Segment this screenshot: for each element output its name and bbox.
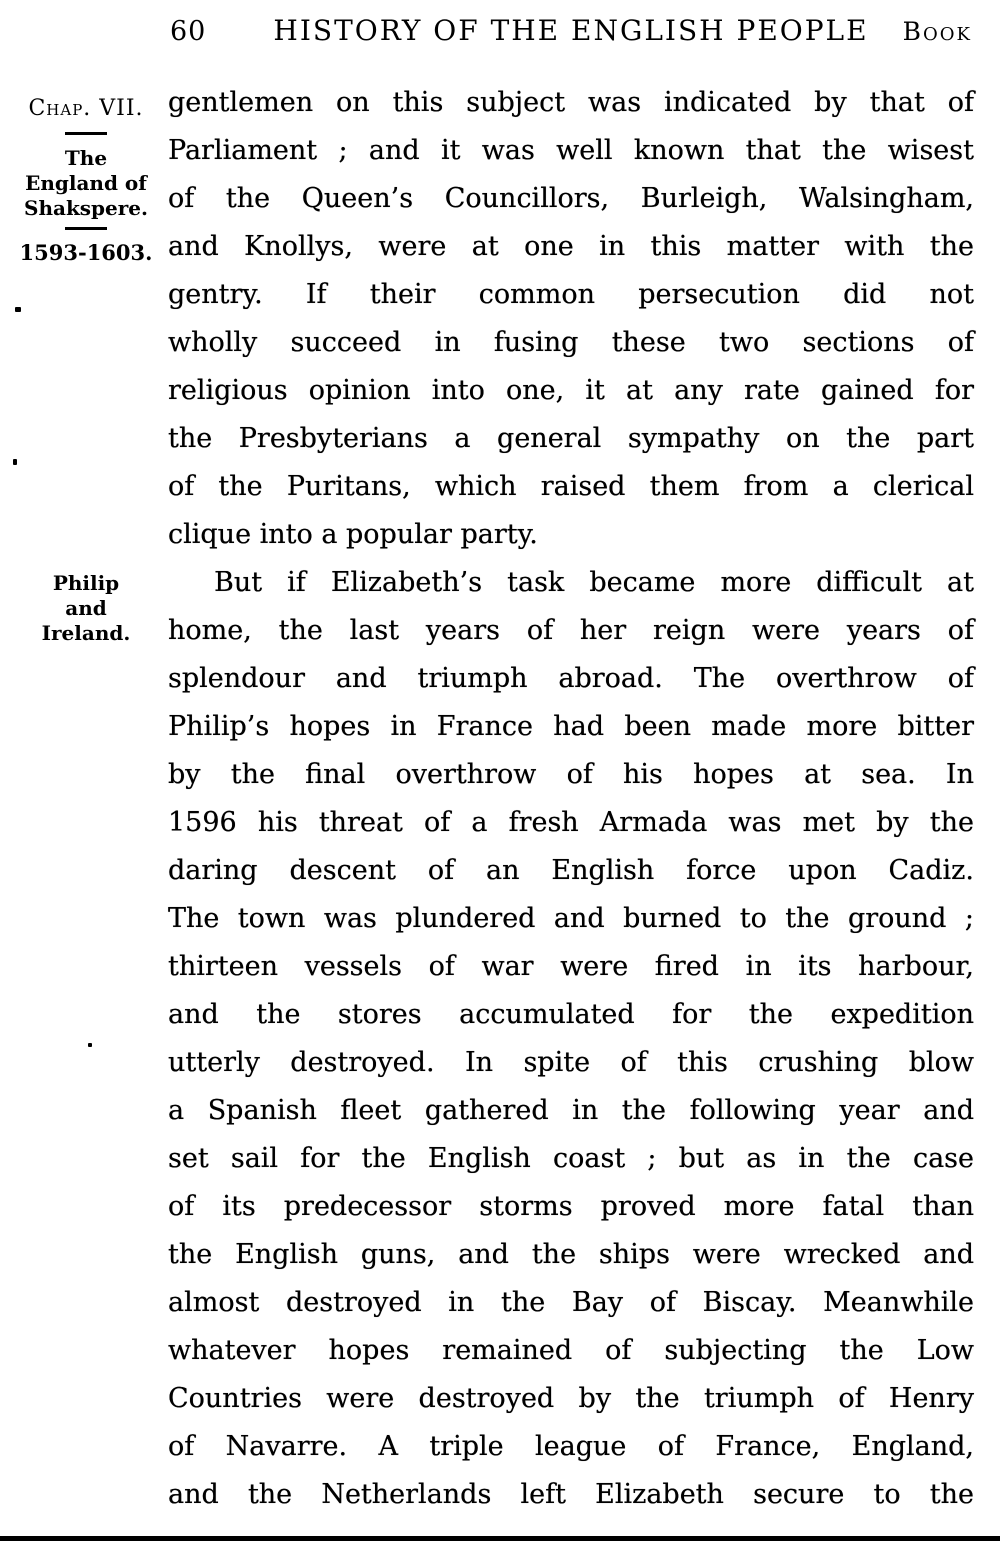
paragraph (168, 559, 974, 1519)
text-line: and the stores accumulated for the expedition (168, 999, 974, 1030)
text-line: of Navarre. A triple league of France, England, (168, 1431, 974, 1462)
text-line: Countries were destroyed by the triumph of Henry (168, 1383, 974, 1414)
text-line: the Presbyterians a general sympathy on the part (168, 423, 974, 454)
text-line: But if Elizabeth’s task became more difficult at (214, 567, 974, 598)
scan-speck (15, 307, 21, 312)
text-line: a Spanish fleet gathered in the following year and (168, 1095, 974, 1126)
text-line: of the Puritans, which raised them from a clerical (168, 471, 974, 502)
text-line: 1596 his threat of a fresh Armada was met by the (168, 807, 974, 838)
text-line: the English guns, and the ships were wrecked and (168, 1239, 974, 1270)
text-line: gentry. If their common persecution did not (168, 279, 974, 310)
text-line: almost destroyed in the Bay of Biscay. Meanwhile (168, 1287, 974, 1318)
text-line: daring descent of an English force upon Cadiz. (168, 855, 974, 886)
margin-rule (65, 227, 107, 230)
text-line: clique into a popular party. (168, 519, 538, 550)
margin-note-line: England of (25, 171, 147, 195)
text-line: splendour and triumph abroad. The overthrow of (168, 663, 974, 694)
scan-edge-bar (0, 1536, 1000, 1541)
text-line: home, the last years of her reign were years of (168, 615, 974, 646)
margin-note-line: The (64, 146, 108, 170)
margin-note-line: and (65, 596, 107, 620)
page-header (168, 14, 974, 50)
page-number: 60 (170, 16, 207, 47)
text-line: The town was plundered and burned to the ground ; (168, 903, 974, 934)
text-line: of the Queen’s Councillors, Burleigh, Walsingham, (168, 183, 974, 214)
margin-note-section (8, 146, 164, 221)
text-line: by the final overthrow of his hopes at sea. In (168, 759, 974, 790)
paragraph (168, 79, 974, 559)
text-column (168, 79, 974, 1519)
margin-note-philip-ireland (8, 571, 164, 646)
text-line: wholly succeed in fusing these two sections of (168, 327, 974, 358)
text-line: Parliament ; and it was well known that the wisest (168, 135, 974, 166)
text-line: thirteen vessels of war were fired in its harbour, (168, 951, 974, 982)
text-line: and Knollys, were at one in this matter with the (168, 231, 974, 262)
margin-rule (65, 132, 107, 135)
text-line: Philip’s hopes in France had been made more bitter (168, 711, 974, 742)
scan-speck (13, 459, 17, 465)
margin-note-line: Shakspere. (24, 196, 148, 220)
header-book-label: Book (902, 17, 972, 46)
text-line: set sail for the English coast ; but as in the case (168, 1143, 974, 1174)
text-line: and the Netherlands left Elizabeth secure to the (168, 1479, 974, 1510)
running-title: HISTORY OF THE ENGLISH PEOPLE (273, 14, 869, 47)
text-line: of its predecessor storms proved more fatal than (168, 1191, 974, 1222)
text-line: religious opinion into one, it at any rate gained for (168, 375, 974, 406)
margin-note-line: Philip (52, 571, 120, 595)
text-line: gentlemen on this subject was indicated by that of (168, 87, 974, 118)
margin-note-dates: 1593-1603. (19, 240, 153, 265)
scan-speck (88, 1043, 92, 1047)
margin-note-line: Ireland. (41, 621, 131, 645)
text-line: whatever hopes remained of subjecting the Low (168, 1335, 974, 1366)
text-line: utterly destroyed. In spite of this crushing blow (168, 1047, 974, 1078)
margin-note-chapter: Chap. VII. (28, 96, 144, 121)
